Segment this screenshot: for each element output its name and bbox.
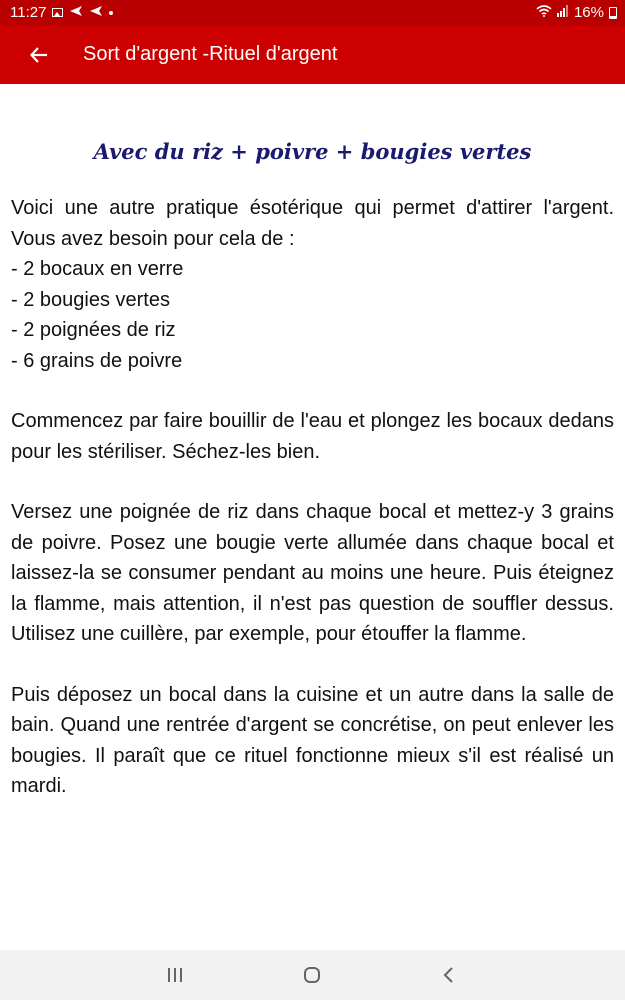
wifi-icon xyxy=(536,5,552,21)
home-icon xyxy=(303,966,321,984)
article-content xyxy=(11,84,614,802)
battery-percentage: 16% xyxy=(573,4,604,21)
back-nav-button[interactable] xyxy=(434,962,464,988)
home-button[interactable] xyxy=(297,962,327,988)
page-title: Sort d'argent -Rituel d'argent xyxy=(83,43,338,65)
list-item: - 2 poignées de riz xyxy=(11,319,176,341)
send-notification-icon xyxy=(69,5,83,21)
arrow-back-icon xyxy=(29,45,49,65)
back-button[interactable] xyxy=(20,36,58,74)
list-item: - 6 grains de poivre xyxy=(11,349,183,372)
article-paragraph: Puis déposez un bocal dans la cuisine et un autre dans la salle de bain. Quand une rentrée d'argent se concrétise, on peut enlever les bougies. Il paraît que ce rituel fonctionne mieux s'il est réalisé un mardi. xyxy=(11,683,614,797)
app-bar xyxy=(0,26,625,84)
status-bar xyxy=(0,0,625,26)
back-chevron-icon xyxy=(442,966,456,984)
image-notification-icon xyxy=(52,8,63,17)
article-paragraph: Versez une poignée de riz dans chaque bocal et mettez-y 3 grains de poivre. Posez une bougie verte allumée dans chaque bocal et laissez-la se consumer pendant au moins une heure. Puis éteignez la flamme, mais attention, il n'est pas question de souffler dessus. Utilisez une cuillère, par exemple, pour étouffer la flamme. xyxy=(11,501,614,645)
recent-apps-icon xyxy=(167,967,183,983)
ingredients-list xyxy=(11,254,614,376)
article-paragraph: Commencez par faire bouillir de l'eau et plongez les bocaux dedans pour les stériliser. Séchez-les bien. xyxy=(11,410,614,463)
send-notification-icon-2 xyxy=(89,5,103,21)
status-right xyxy=(536,4,617,21)
list-item: - 2 bougies vertes xyxy=(11,288,170,311)
article-subtitle: Avec du riz + poivre + bougies vertes xyxy=(93,139,532,164)
list-item: - 2 bocaux en verre xyxy=(11,258,184,280)
more-notifications-dot-icon xyxy=(109,11,113,15)
status-left xyxy=(10,4,113,21)
recent-apps-button[interactable] xyxy=(160,962,190,988)
status-time: 11:27 xyxy=(10,4,47,21)
system-navigation-bar xyxy=(0,950,625,1000)
battery-icon xyxy=(609,7,617,19)
signal-icon xyxy=(557,5,569,21)
article-intro: Voici une autre pratique ésotérique qui permet d'attirer l'argent. Vous avez besoin pour cela de : xyxy=(11,197,614,250)
